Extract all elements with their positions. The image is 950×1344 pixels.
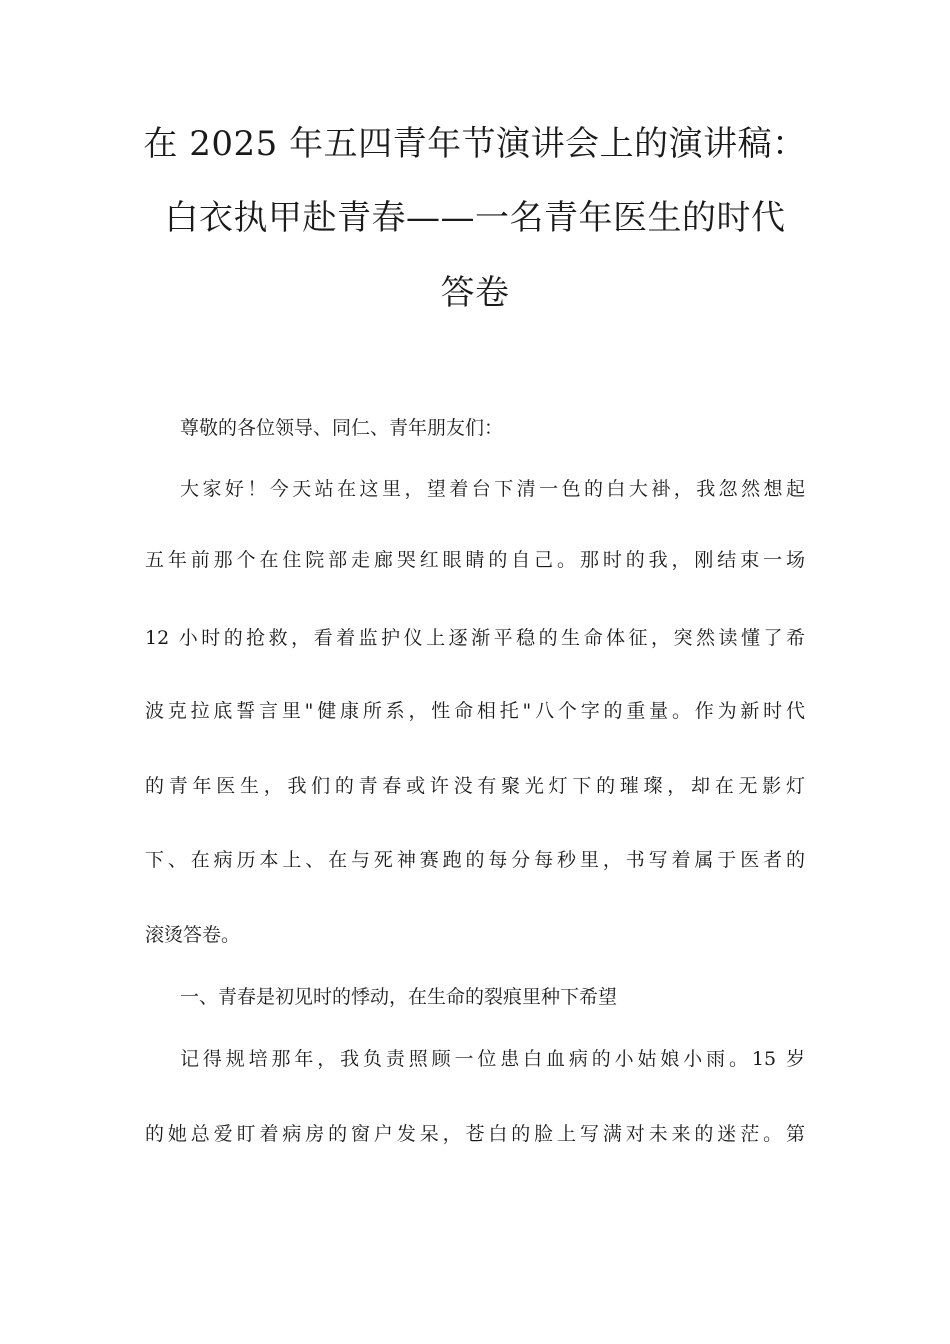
title-line-3: 答卷 [440,273,510,313]
paragraph-2-line: 记得规培那年，我负责照顾一位患白血病的小姑娘小雨。15 岁 [180,1048,805,1070]
paragraph-1-line: 12 小时的抢救，看着监护仪上逐渐平稳的生命体征，突然读懂了希 [145,627,805,649]
paragraph-1-line: 波克拉底誓言里"健康所系，性命相托"八个字的重量。作为新时代 [145,700,805,722]
paragraph-1-line: 的青年医生，我们的青春或许没有聚光灯下的璀璨，却在无影灯 [145,775,805,797]
paragraph-1-line: 滚烫答卷。 [145,924,241,946]
section-1-heading: 一、青春是初见时的悸动，在生命的裂痕里种下希望 [180,986,618,1008]
paragraph-2-line: 的她总爱盯着病房的窗户发呆，苍白的脸上写满对未来的迷茫。第 [145,1123,805,1145]
salutation: 尊敬的各位领导、同仁、青年朋友们： [180,417,504,439]
paragraph-1-line: 五年前那个在住院部走廊哭红眼睛的自己。那时的我，刚结束一场 [145,549,805,571]
title-line-2: 白衣执甲赴青春——一名青年医生的时代 [164,198,786,238]
title-line-1: 在 2025 年五四青年节演讲会上的演讲稿： [143,124,807,164]
paragraph-1-line: 大家好！今天站在这里，望着台下清一色的白大褂，我忽然想起 [180,478,805,500]
paragraph-1-line: 下、在病历本上、在与死神赛跑的每分每秒里，书写着属于医者的 [145,849,805,871]
